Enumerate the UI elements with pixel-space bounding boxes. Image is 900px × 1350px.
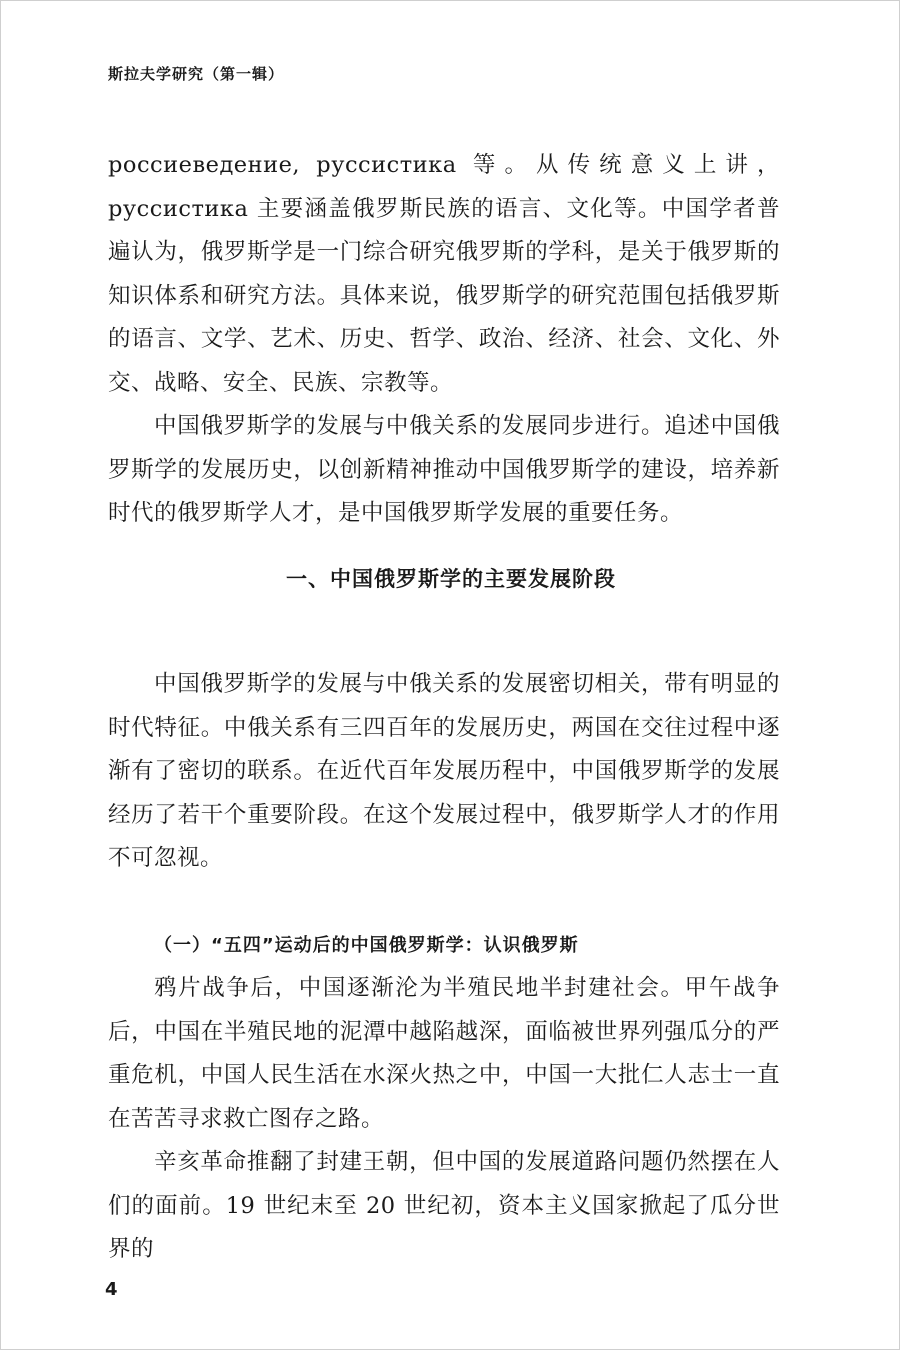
intro-paragraph-2: 中国俄罗斯学的发展与中俄关系的发展同步进行。追述中国俄罗斯学的发展历史，以创新精神推动中国俄罗斯学的建设，培养新时代的俄罗斯学人才，是中国俄罗斯学发展的重要任务。 (108, 413, 780, 526)
page-number: 4 (105, 1279, 118, 1300)
subsection-1-paragraph-1: 鸦片战争后，中国逐渐沦为半殖民地半封建社会。甲午战争后，中国在半殖民地的泥潭中越陷越深，面临被世界列强瓜分的严重危机，中国人民生活在水深火热之中，中国一大批仁人志士一直在苦苦寻求救亡图存之路。 (108, 975, 780, 1132)
subsection-1-paragraph-2: 辛亥革命推翻了封建王朝，但中国的发展道路问题仍然摆在人们的面前。19 世纪末至 20 世纪初，资本主义国家掀起了瓜分世界的 (108, 1149, 780, 1262)
intro-block (108, 144, 780, 536)
section-heading: 一、中国俄罗斯学的主要发展阶段 (286, 567, 616, 591)
section-1-block (108, 663, 780, 881)
subsection-1-block (108, 967, 780, 1272)
subsection-heading: （一）“五四”运动后的中国俄罗斯学：认识俄罗斯 (154, 935, 579, 956)
running-header: 斯拉夫学研究（第一辑） (108, 66, 285, 83)
intro-paragraph-1: россиеведение, руссистика 等。从传统意义上讲，руссистика 主要涵盖俄罗斯民族的语言、文化等。中国学者普遍认为，俄罗斯学是一门综合研究俄罗斯的学科，是关于俄罗斯的知识体系和研究方法。具体来说，俄罗斯学的研究范围包括俄罗斯的语言、文学、艺术、历史、哲学、政治、经济、社会、文化、外交、战略、安全、民族、宗教等。 (108, 152, 780, 396)
section-1-paragraph-1: 中国俄罗斯学的发展与中俄关系的发展密切相关，带有明显的时代特征。中俄关系有三四百年的发展历史，两国在交往过程中逐渐有了密切的联系。在近代百年发展历程中，中国俄罗斯学的发展经历了若干个重要阶段。在这个发展过程中，俄罗斯学人才的作用不可忽视。 (108, 671, 780, 871)
